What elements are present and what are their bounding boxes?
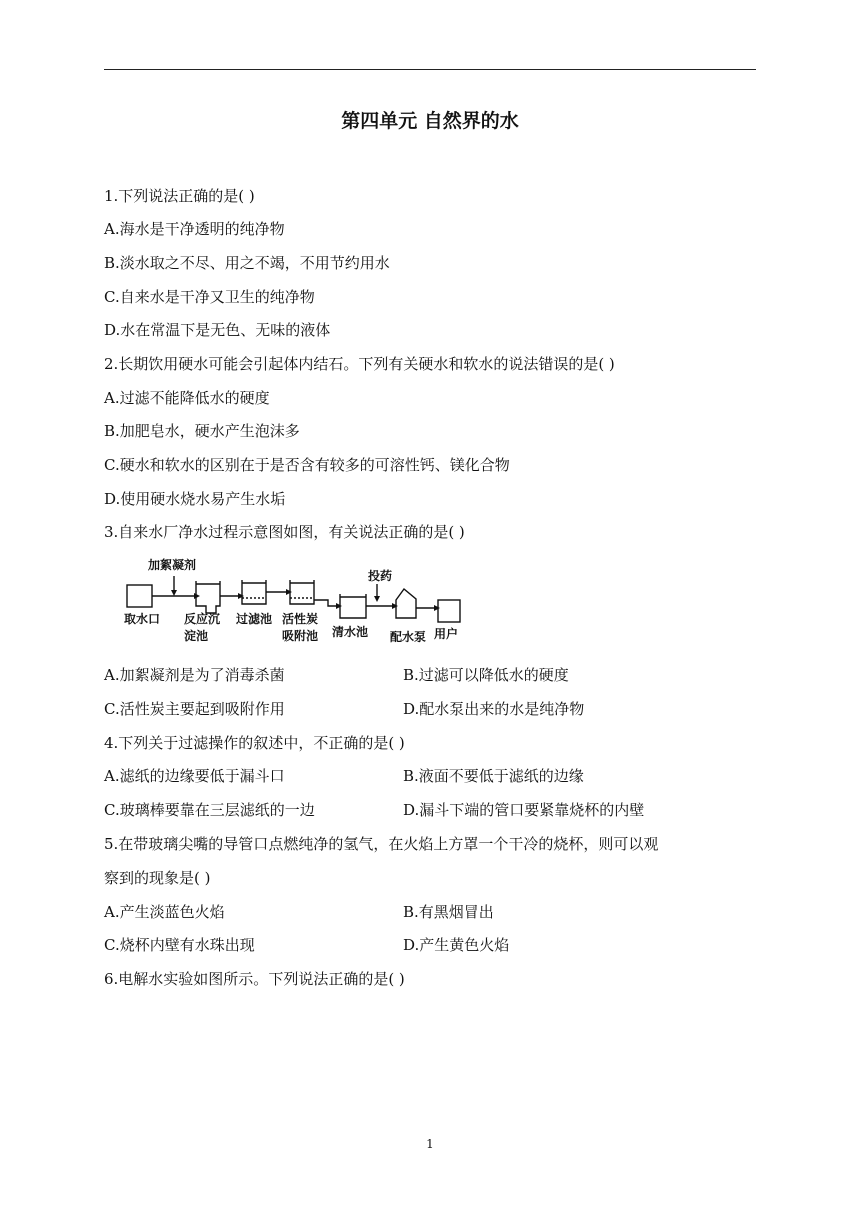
q4-option-b: B.液面不要低于滤纸的边缘	[403, 767, 584, 785]
q6-stem: 6.电解水实验如图所示。下列说法正确的是( )	[104, 970, 405, 988]
q5-option-d: D.产生黄色火焰	[403, 936, 510, 954]
label-pump: 配水泵	[390, 630, 427, 644]
q1-option-d: D.水在常温下是无色、无味的液体	[104, 321, 331, 339]
q2-option-c: C.硬水和软水的区别在于是否含有较多的可溶性钙、镁化合物	[104, 456, 510, 474]
q1-option-c: C.自来水是干净又卫生的纯净物	[104, 288, 315, 306]
label-flocculant: 加絮凝剂	[148, 558, 197, 572]
q3-option-b: B.过滤可以降低水的硬度	[403, 666, 569, 684]
label-intake: 取水口	[124, 612, 161, 626]
q4-option-c: C.玻璃棒要靠在三层滤纸的一边	[104, 801, 315, 819]
label-carbon-2: 吸附池	[282, 629, 319, 643]
q3-option-d: D.配水泵出来的水是纯净物	[403, 700, 585, 718]
intake-box	[127, 585, 152, 607]
label-filter: 过滤池	[236, 612, 273, 626]
q5-option-b: B.有黑烟冒出	[403, 903, 494, 921]
user-box	[438, 600, 460, 622]
q3-option-a: A.加絮凝剂是为了消毒杀菌	[104, 666, 285, 684]
q2-option-d: D.使用硬水烧水易产生水垢	[104, 490, 286, 508]
q1-stem: 1.下列说法正确的是( )	[104, 187, 255, 205]
label-dosing: 投药	[368, 569, 393, 583]
q1-option-b: B.淡水取之不尽、用之不竭，不用节约用水	[104, 254, 390, 272]
q5-option-c: C.烧杯内壁有水珠出现	[104, 936, 255, 954]
q4-option-d: D.漏斗下端的管口要紧靠烧杯的内壁	[403, 801, 645, 819]
q4-stem: 4.下列关于过滤操作的叙述中，不正确的是( )	[104, 734, 405, 752]
label-sedimentation-1: 反应沉	[184, 612, 221, 626]
q2-stem: 2.长期饮用硬水可能会引起体内结石。下列有关硬水和软水的说法错误的是( )	[104, 355, 615, 373]
page-title: 第四单元 自然界的水	[341, 110, 519, 132]
q5-stem-line-2: 察到的现象是( )	[104, 869, 211, 887]
label-sedimentation-2: 淀池	[184, 629, 209, 643]
q5-stem-line-1: 5.在带玻璃尖嘴的导管口点燃纯净的氢气，在火焰上方罩一个干冷的烧杯，则可以观	[104, 835, 659, 853]
q2-option-b: B.加肥皂水，硬水产生泡沫多	[104, 422, 300, 440]
page-number: 1	[426, 1137, 434, 1151]
water-treatment-diagram	[124, 556, 484, 650]
q4-option-a: A.滤纸的边缘要低于漏斗口	[104, 767, 285, 785]
pump-shape	[396, 589, 416, 618]
q3-stem: 3.自来水厂净水过程示意图如图，有关说法正确的是( )	[104, 523, 465, 541]
q1-option-a: A.海水是干净透明的纯净物	[104, 220, 285, 238]
label-carbon-1: 活性炭	[282, 612, 319, 626]
sedimentation-tank	[196, 581, 220, 613]
label-user: 用户	[434, 627, 459, 641]
q3-option-c: C.活性炭主要起到吸附作用	[104, 700, 285, 718]
label-clear-water: 清水池	[332, 625, 369, 639]
q5-option-a: A.产生淡蓝色火焰	[104, 903, 225, 921]
q2-option-a: A.过滤不能降低水的硬度	[104, 389, 270, 407]
header-rule	[104, 69, 756, 70]
